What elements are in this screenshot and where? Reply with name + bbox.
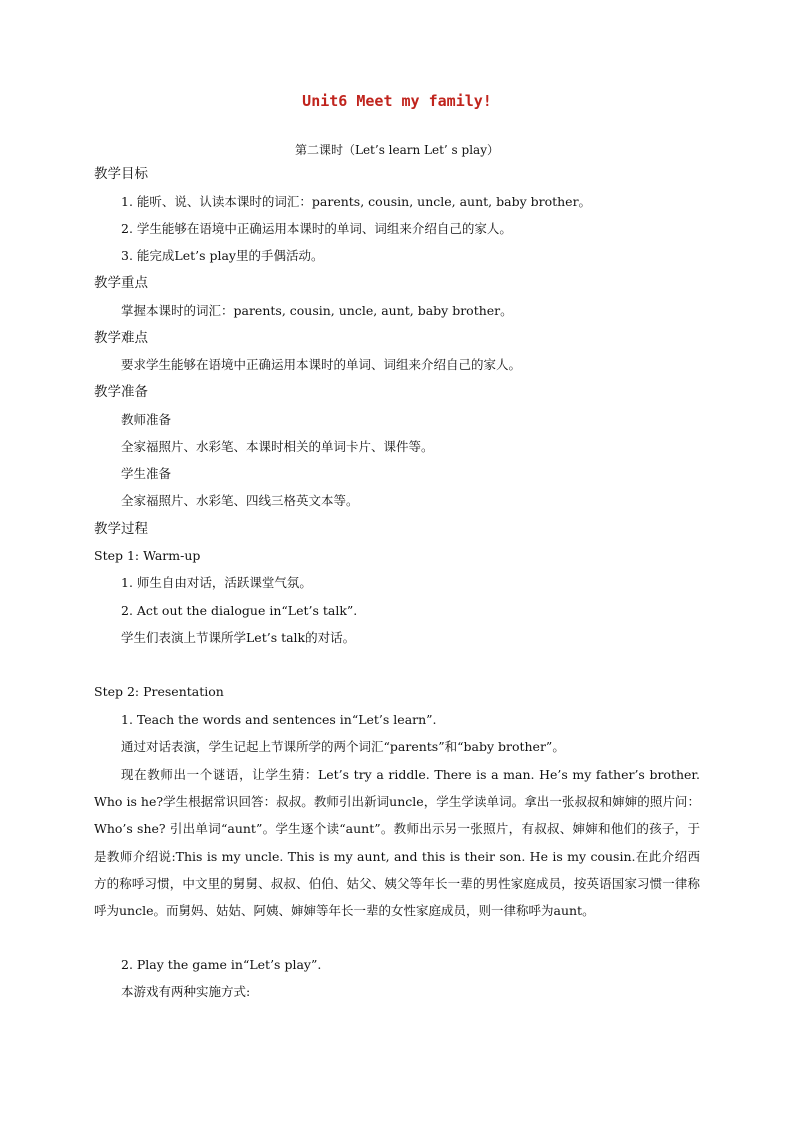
document-title: Unit6 Meet my family! bbox=[302, 92, 492, 110]
step2-item-2: 2. Play the game in“Let’s play”. bbox=[121, 957, 322, 972]
step1-item-2: 2. Act out the dialogue in“Let’s talk”. bbox=[121, 603, 358, 618]
step2-item-1-text: 通过对话表演，学生记起上节课所学的两个词汇“parents”和“baby brother”。 bbox=[121, 739, 565, 754]
key-points-text: 掌握本课时的词汇：parents, cousin, uncle, aunt, baby brother。 bbox=[121, 303, 513, 318]
teacher-prep-label: 教师准备 bbox=[121, 412, 172, 427]
preparation-heading: 教学准备 bbox=[94, 384, 148, 400]
goal-item-3: 3. 能完成Let’s play里的手偶活动。 bbox=[121, 248, 324, 263]
lesson-subtitle: 第二课时（Let’s learn Let’ s play） bbox=[294, 143, 499, 157]
difficult-points-text: 要求学生能够在语境中正确运用本课时的单词、词组来介绍自己的家人。 bbox=[121, 357, 522, 372]
step1-item-1: 1. 师生自由对话，活跃课堂气氛。 bbox=[121, 575, 312, 590]
step2-item-1: 1. Teach the words and sentences in“Let’s learn”. bbox=[121, 712, 437, 727]
step2-item-2-text: 本游戏有两种实施方式: bbox=[121, 984, 251, 999]
goal-item-2: 2. 学生能够在语境中正确运用本课时的单词、词组来介绍自己的家人。 bbox=[121, 221, 512, 236]
step1-item-2-text: 学生们表演上节课所学Let’s talk的对话。 bbox=[121, 630, 356, 645]
difficult-points-heading: 教学难点 bbox=[94, 330, 148, 346]
key-points-heading: 教学重点 bbox=[94, 275, 148, 291]
goal-item-1: 1. 能听、说、认读本课时的词汇：parents, cousin, uncle, aunt, baby brother。 bbox=[121, 194, 592, 209]
step2-riddle-paragraph: 现在教师出一个谜语，让学生猜：Let’s try a riddle. There is a man. He’s my father’s brother. Who is he?学生根据常识回答：叔叔。教师引出新词uncle，学生学读单词。拿出一张叔叔和婶婶的照片问：Who’s she? 引出单词“aunt”。学生逐个读“aunt”。教师出示另一张照片，有叔叔、婶婶和他们的孩子，于是教师介绍说:This is my uncle. This is my aunt, and this is their son. He is my cousin.在此介绍西方的称呼习惯，中文里的舅舅、叔叔、伯伯、姑父、姨父等年长一辈的男性家庭成员，按英语国家习惯一律称呼为uncle。而舅妈、姑姑、阿姨、婶婶等年长一辈的女性家庭成员，则一律称呼为aunt。 bbox=[94, 767, 700, 919]
process-heading: 教学过程 bbox=[94, 521, 148, 537]
step1-heading: Step 1: Warm-up bbox=[94, 548, 201, 563]
teacher-prep-text: 全家福照片、水彩笔、本课时相关的单词卡片、课件等。 bbox=[121, 439, 434, 454]
student-prep-label: 学生准备 bbox=[121, 466, 172, 481]
goals-heading: 教学目标 bbox=[94, 166, 148, 182]
step2-heading: Step 2: Presentation bbox=[94, 684, 224, 699]
student-prep-text: 全家福照片、水彩笔、四线三格英文本等。 bbox=[121, 493, 359, 508]
